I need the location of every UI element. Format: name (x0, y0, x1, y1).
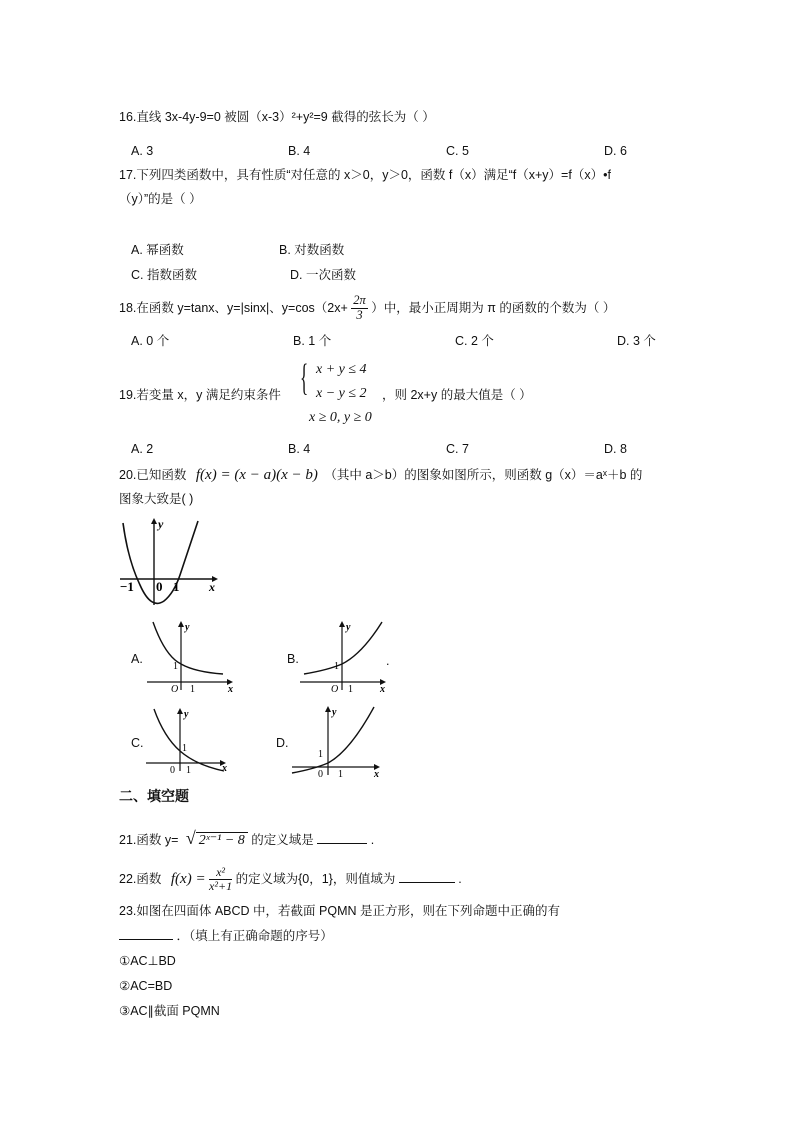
q20-stem-line1 (119, 466, 642, 484)
q19-option-d: D. 8 (604, 442, 627, 456)
graph-a-x-label: x (228, 684, 233, 694)
q19-stem-post: ，则 2x+y 的最大值是（ ） (382, 388, 532, 402)
q18-option-b: B. 1 个 (293, 334, 332, 348)
q19-option-c: C. 7 (446, 442, 469, 456)
q23-stem-line2-text: ．（填上有正确命题的序号） (176, 929, 333, 943)
main-graph-x-label: x (209, 580, 215, 594)
q20-option-b-letter: B. (287, 652, 299, 666)
graph-b-curve (304, 622, 382, 674)
q22-fraction (209, 866, 232, 893)
main-graph-y-label: y (158, 517, 164, 531)
q20-function: f(x) = (x − a)(x − b) (195, 467, 318, 483)
q22-stem (119, 864, 462, 894)
graph-c-y-one: 1 (182, 743, 187, 754)
graph-d-x-label: x (374, 769, 379, 779)
q16-option-a: A. 3 (131, 144, 154, 158)
q22-stem-pre: 22.函数 (119, 872, 162, 886)
q20-main-graph (118, 515, 220, 608)
q23-answer-blank[interactable] (119, 939, 173, 940)
graph-a-x-one: 1 (190, 684, 195, 694)
graph-b-y-label: y (346, 622, 351, 633)
graph-d-y-label: y (332, 707, 337, 718)
q17-option-a: A. 幂函数 (131, 243, 184, 257)
q18-option-d: D. 3 个 (617, 334, 656, 348)
q22-stem-post: 的定义域为{0，1}，则值域为 (235, 872, 396, 886)
q23-item-1: ①AC⊥BD (119, 954, 176, 968)
q19-option-b: B. 4 (288, 442, 311, 456)
q18-stem-post: ）中，最小正周期为 π 的函数的个数为（ ） (371, 301, 616, 315)
graph-d-y-one: 1 (318, 749, 323, 760)
q19-stem-pre: 19.若变量 x，y 满足约束条件 (119, 388, 281, 402)
q20-stem-post: （其中 a＞b）的图象如图所示，则函数 g（x）＝aˣ＋b 的 (324, 468, 643, 482)
q19-constraint-2: x − y ≤ 2 (316, 386, 367, 401)
graph-b-y-arrow (339, 621, 345, 627)
q22-function-lhs: f(x) = (170, 871, 206, 887)
q19-constraint-1: x + y ≤ 4 (316, 362, 367, 377)
q18-stem-pre: 18.在函数 y=tanx、y=|sinx|、y=cos（2x+ (119, 301, 348, 315)
section-title-fill-in: 二、填空题 (119, 788, 189, 804)
q20-option-a-letter: A. (131, 652, 143, 666)
q18-frac-denominator: 3 (356, 308, 363, 323)
graph-c-y-arrow (177, 708, 183, 714)
q23-item-2: ②AC=BD (119, 979, 173, 993)
q16-stem: 16.直线 3x-4y-9=0 被圆（x-3）²+y²=9 截得的弦长为（ ） (119, 110, 435, 124)
main-graph-y-arrow (151, 518, 157, 524)
q23-stem-line2 (119, 929, 333, 944)
graph-b-origin: O (331, 684, 339, 694)
q17-option-d: D. 一次函数 (290, 268, 356, 282)
q20-option-c-graph (144, 705, 230, 775)
q21-stem (119, 828, 374, 850)
q20-option-d-graph (290, 703, 384, 779)
q19-constraint-3: x ≥ 0, y ≥ 0 (309, 410, 372, 425)
q20-option-c-letter: C. (131, 736, 144, 750)
graph-b-x-label: x (380, 684, 385, 694)
q19-brace: { (300, 357, 309, 399)
q21-radical-sign: √ (185, 828, 196, 848)
stray-dot: . (386, 654, 390, 668)
q21-answer-blank[interactable] (317, 843, 367, 844)
q20-option-b-graph (298, 618, 390, 694)
q22-answer-blank[interactable] (399, 882, 455, 883)
main-graph-minus-one: −1 (120, 579, 134, 594)
q22-frac-numerator: x² (209, 866, 232, 880)
q20-option-a-graph (145, 618, 237, 694)
q20-option-d-letter: D. (276, 736, 289, 750)
graph-c-x-one: 1 (186, 765, 191, 775)
main-graph-origin: 0 (156, 579, 163, 594)
q18-option-c: C. 2 个 (455, 334, 494, 348)
graph-d-origin: 0 (318, 769, 323, 779)
q21-stem-post: 的定义域是 (251, 833, 314, 847)
graph-b-x-one: 1 (348, 684, 353, 694)
q17-option-c: C. 指数函数 (131, 268, 197, 282)
graph-c-y-label: y (184, 709, 189, 720)
q22-end: . (458, 872, 462, 886)
graph-d-x-one: 1 (338, 769, 343, 779)
graph-c-x-label: x (222, 763, 227, 774)
graph-a-y-label: y (185, 622, 190, 633)
q16-option-b: B. 4 (288, 144, 311, 158)
graph-a-y-one: 1 (173, 661, 178, 672)
q17-stem-line1: 17.下列四类函数中，具有性质“对任意的 x＞0，y＞0，函数 f（x）满足“f（x+y）=f（x）•f (119, 168, 611, 182)
q16-option-d: D. 6 (604, 144, 627, 158)
main-graph-one: 1 (173, 579, 180, 594)
q21-radicand: 2ˣ⁻¹ − 8 (196, 832, 248, 848)
graph-c-curve (154, 709, 224, 771)
q23-item-3: ③AC∥截面 PQMN (119, 1004, 220, 1018)
q20-stem-line2: 图象大致是( ) (119, 492, 194, 506)
graph-a-origin: O (171, 684, 179, 694)
q18-fraction (351, 294, 368, 323)
graph-c-origin: 0 (170, 765, 175, 775)
q17-stem-line2: （y）”的是（ ） (119, 192, 202, 206)
q18-option-a: A. 0 个 (131, 334, 170, 348)
q17-option-b: B. 对数函数 (279, 243, 345, 257)
q23-stem-line1: 23.如图在四面体 ABCD 中，若截面 PQMN 是正方形，则在下列命题中正确的有 (119, 904, 560, 918)
q20-stem-pre: 20.已知函数 (119, 468, 187, 482)
q18-stem (119, 292, 615, 324)
q22-frac-denominator: x²+1 (209, 879, 233, 894)
graph-a-y-arrow (178, 621, 184, 627)
graph-b-y-one: 1 (334, 661, 339, 672)
q19-option-a: A. 2 (131, 442, 154, 456)
q21-stem-pre: 21.函数 y= (119, 833, 179, 847)
q18-frac-numerator: 2π (353, 293, 366, 308)
q16-option-c: C. 5 (446, 144, 469, 158)
graph-d-y-arrow (325, 706, 331, 712)
q21-end: . (370, 833, 375, 847)
